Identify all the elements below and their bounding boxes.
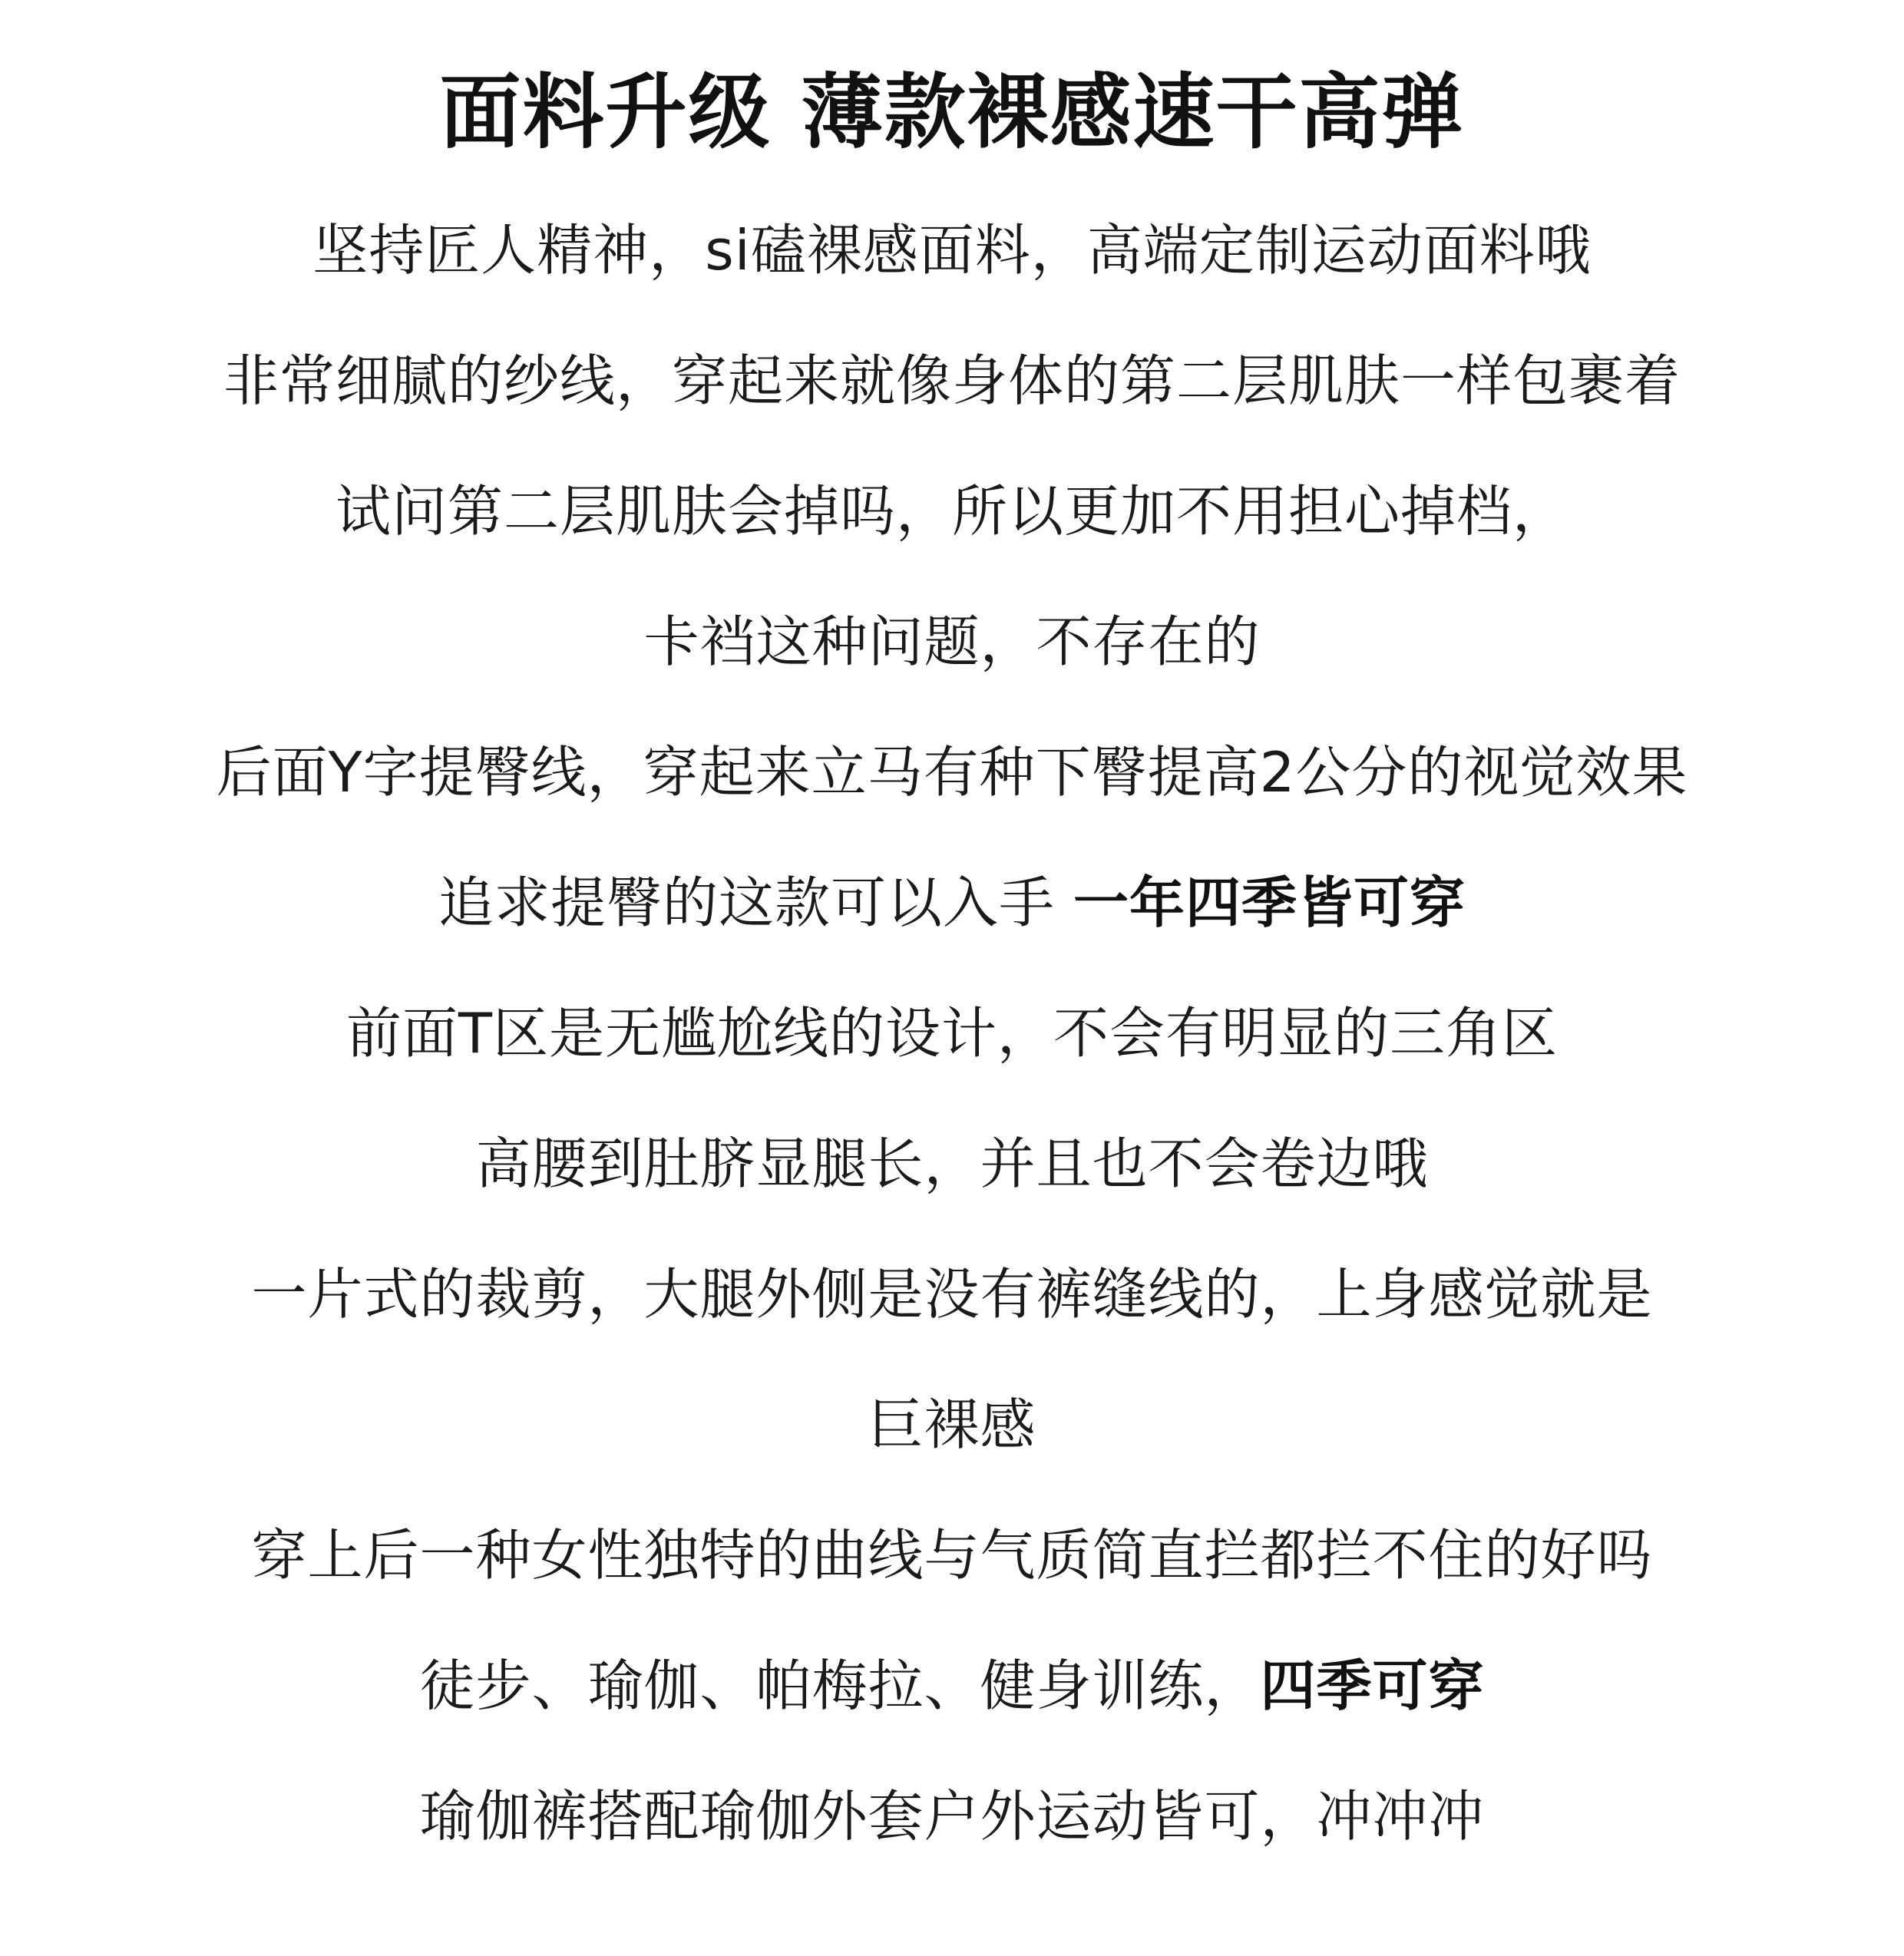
description-line bbox=[0, 1647, 1904, 1724]
line-text: 徒步、瑜伽、帕梅拉、健身训练， bbox=[419, 1654, 1261, 1718]
description-line bbox=[0, 864, 1904, 941]
line-text: 卡裆这种问题，不存在的 bbox=[643, 610, 1261, 674]
line-text: 巨裸感 bbox=[868, 1393, 1036, 1457]
description-line bbox=[0, 1386, 1904, 1463]
line-text: 穿上后一种女性独特的曲线与气质简直拦都拦不住的好吗 bbox=[251, 1523, 1653, 1588]
line-text: 前面T区是无尴尬线的设计，不会有明显的三角区 bbox=[346, 1001, 1558, 1066]
line-text: 坚持匠人精神，si磕裸感面料，高端定制运动面料哦 bbox=[312, 218, 1592, 282]
emphasis-text: 四季可穿 bbox=[1260, 1654, 1485, 1718]
emphasis-text: 一年四季皆可穿 bbox=[1073, 871, 1466, 935]
description-line bbox=[0, 342, 1904, 419]
line-text: 后面Y字提臀线，穿起来立马有种下臀提高2公分的视觉效果 bbox=[216, 740, 1688, 805]
description-line bbox=[0, 995, 1904, 1072]
line-text: 瑜伽裤搭配瑜伽外套户外运动皆可，冲冲冲 bbox=[419, 1784, 1485, 1849]
line-text: 追求提臀的这款可以入手 bbox=[438, 871, 1073, 935]
line-text: 一片式的裁剪，大腿外侧是没有裤缝线的，上身感觉就是 bbox=[251, 1262, 1653, 1327]
description-line bbox=[0, 1256, 1904, 1333]
description-line bbox=[0, 1778, 1904, 1855]
line-text: 非常细腻的纱线，穿起来就像身体的第二层肌肤一样包裹着 bbox=[223, 349, 1681, 413]
page-title: 面料升级 薄款裸感速干高弹 bbox=[439, 65, 1465, 160]
line-text: 高腰到肚脐显腿长，并且也不会卷边哦 bbox=[475, 1132, 1429, 1196]
line-text: 试问第二层肌肤会掉吗，所以更加不用担心掉档， bbox=[335, 479, 1568, 544]
description-line bbox=[0, 734, 1904, 811]
description-line bbox=[0, 473, 1904, 550]
description-line bbox=[0, 1517, 1904, 1594]
description-line bbox=[0, 603, 1904, 680]
description-line bbox=[0, 1125, 1904, 1202]
description-line bbox=[0, 212, 1904, 289]
